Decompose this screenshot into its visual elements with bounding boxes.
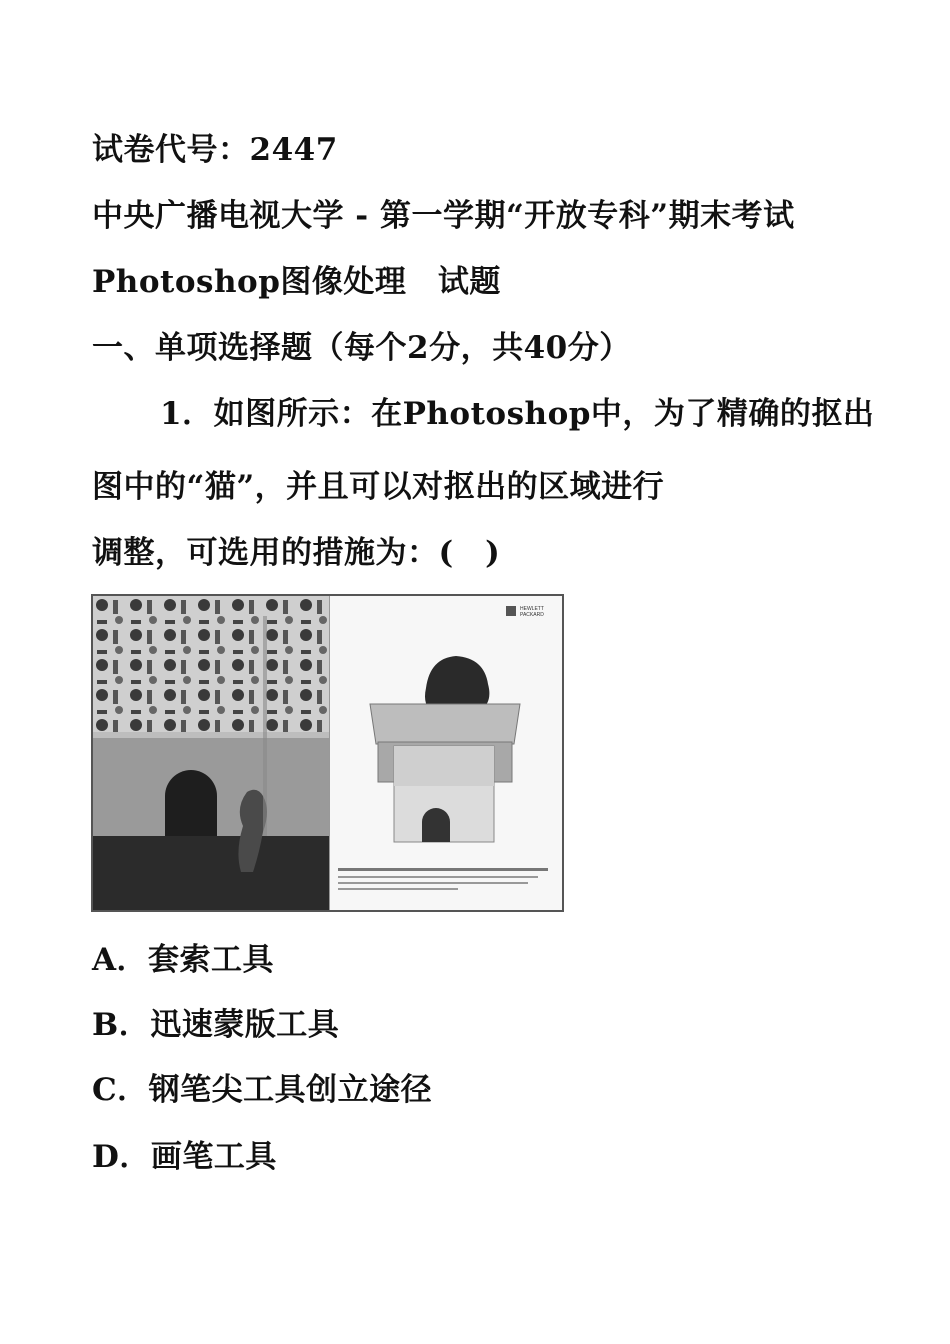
hp-logo-line-2: PACKARD [520, 612, 544, 618]
option-c: C．钢笔尖工具创立途径 [92, 1072, 433, 1108]
option-b: B．迅速蒙版工具 [92, 1007, 340, 1043]
question-line-1: 1．如图所示：在Photoshop中，为了精确的抠出 [160, 396, 875, 432]
hp-logo-line-1: HEWLETT [520, 606, 544, 612]
question-line-2: 图中的“猫”，并且可以对抠出的区域进行 [92, 469, 665, 505]
question-line-3: 调整，可选用的措施为：( ) [92, 535, 501, 571]
question-figure [91, 594, 564, 912]
figure-right-ad [329, 596, 563, 910]
wallpaper-scene-image [93, 596, 329, 910]
paper-code: 试卷代号：2447 [92, 132, 338, 168]
option-d: D．画笔工具 [92, 1139, 277, 1175]
printer-ad-image [330, 596, 563, 910]
hp-logo-text [520, 606, 544, 618]
figure-left-photo [93, 596, 329, 910]
subject-line: Photoshop图像处理 试题 [92, 264, 501, 300]
institution-line: 中央广播电视大学 - 第一学期“开放专科”期末考试 [92, 198, 795, 234]
section-title: 一、单项选择题（每个2分，共40分） [92, 330, 631, 366]
option-a: A．套索工具 [92, 942, 275, 978]
